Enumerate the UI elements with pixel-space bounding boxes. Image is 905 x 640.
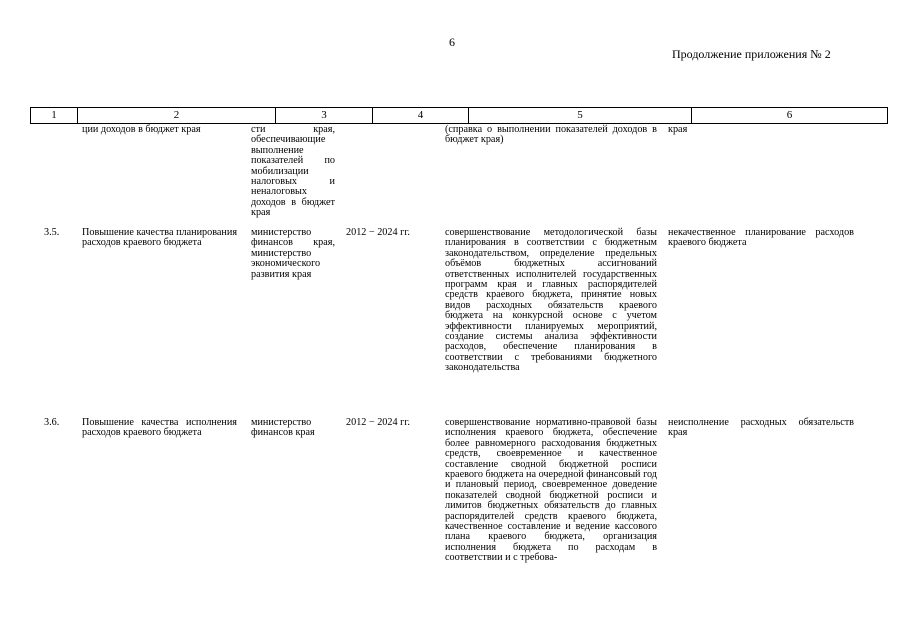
risk: неисполнение расходных обязательств края <box>668 417 854 439</box>
executor: министерство финансов края <box>251 417 315 439</box>
measure-name: Повышение качества исполнения расходов краевого бюджета <box>82 417 237 439</box>
measure-name: ции доходов в бюджет края <box>82 124 201 135</box>
period: 2012 − 2024 гг. <box>346 227 410 238</box>
executor: сти края, обеспечивающие выполнение показателей по мобилизации налоговых и неналоговых доходов в бюджет края <box>251 124 335 219</box>
column-number: 6 <box>692 108 888 124</box>
column-number: 1 <box>31 108 78 124</box>
column-number: 4 <box>373 108 469 124</box>
risk: края <box>668 124 688 135</box>
measure-name: Повышение качества планирования расходов краевого бюджета <box>82 227 237 249</box>
risk: некачественное планирование расходов краевого бюджета <box>668 227 854 249</box>
appendix-continuation-label: Продолжение приложения № 2 <box>672 47 831 61</box>
column-number: 2 <box>78 108 276 124</box>
executor: министерство финансов края, министерство экономического развития края <box>251 227 335 280</box>
column-number-header <box>30 107 888 124</box>
expected-result: совершенствование методологической базы планирования в соответствии с бюджетным законодательством, определение предельных объёмов бюджетных ассигнований ответственных исполнителей государственных программ края и главных распорядителей средств краевого бюджета, принятие новых видов расходных обязательств краевого бюджета на конкурсной основе с учетом эффективности планируемых мероприятий, создание системы анализа эффективности расходов, обеспечение планирования в соответствии с требованиями бюджетного законодательства <box>445 227 657 374</box>
column-number: 5 <box>469 108 692 124</box>
column-number: 3 <box>276 108 373 124</box>
row-number: 3.5. <box>44 227 60 238</box>
row-number: 3.6. <box>44 417 60 428</box>
page-number: 6 <box>449 35 455 49</box>
period: 2012 − 2024 гг. <box>346 417 410 428</box>
expected-result: совершенствование нормативно-правовой базы исполнения краевого бюджета, обеспечение более равномерного расходования бюджетных средств, своевременное и качественное составление сводной бюджетной росписи краевого бюджета на очередной финансовый год и плановый период, своевременное доведение показателей сводной бюджетной росписи и лимитов бюджетных обязательств до главных распорядителей средств краевого бюджета, качественное составление и ведение кассового плана краевого бюджета, организация исполнения бюджета по расходам в соответствии и с требова- <box>445 417 657 564</box>
expected-result: (справка о выполнении показателей доходов в бюджет края) <box>445 124 657 146</box>
